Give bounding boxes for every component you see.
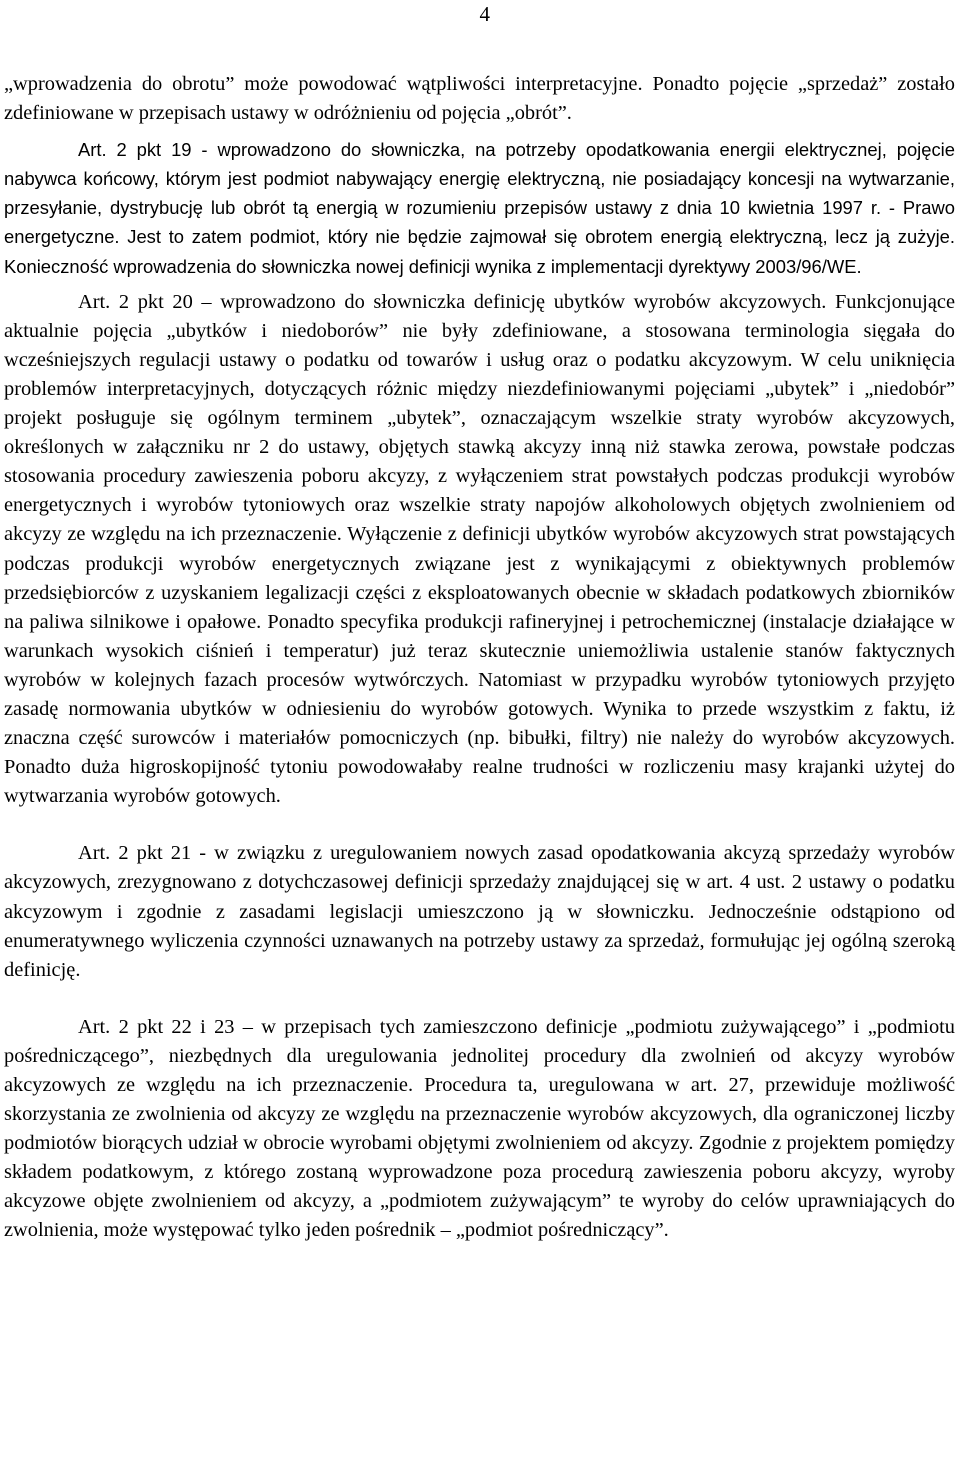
paragraph-art-2-pkt-19: Art. 2 pkt 19 - wprowadzono do słowniczka, na potrzeby opodatkowania energii elektrycznej, pojęcie nabywca końcowy, którym jest podmiot nabywający energię elektryczną, nie posiadający koncesji na wytwarzanie, przesyłanie, dystrybucję lub obrót tą energią w rozumieniu przepisów ustawy z dnia 10 kwietnia 1997 r. - Prawo energetyczne. Jest to zatem podmiot, który nie będzie zajmował się obrotem energią elektryczną, lecz ją zużyje. Konieczność wprowadzenia do słowniczka nowej definicji wynika z implementacji dyrektywy 2003/96/WE. bbox=[4, 139, 955, 277]
document-body bbox=[4, 70, 955, 1246]
paragraph-art-2-pkt-20: Art. 2 pkt 20 – wprowadzono do słowniczka definicję ubytków wyrobów akcyzowych. Funkcjonujące aktualnie pojęcia „ubytków i niedoborów” nie były zdefiniowane, a stosowana terminologia sięgała do wcześniejszych regulacji ustawy o podatku od towarów i usług oraz o podatku akcyzowym. W celu uniknięcia problemów interpretacyjnych, dotyczących różnic między niezdefiniowanymi pojęciami „ubytek” i „niedobór” projekt posługuje się ogólnym terminem „ubytek”, oznaczającym wszelkie straty wyrobów akcyzowych, określonych w załączniku nr 2 do ustawy, objętych stawką akcyzy inną niż stawka zerowa, powstałe podczas stosowania procedury zawieszenia poboru akcyzy, z wyłączeniem strat powstałych podczas produkcji wyrobów energetycznych i wyrobów tytoniowych oraz wszelkie straty napojów alkoholowych objętych zwolnieniem od akcyzy ze względu na ich przeznaczenie. Wyłączenie z definicji ubytków wyrobów akcyzowych strat powstających podczas produkcji wyrobów energetycznych związane jest z wynikającymi z obiektywnych problemów przedsiębiorców z uzyskaniem legalizacji części z eksploatowanych obecnie w składach podatkowych zbiorników na paliwa silnikowe i opałowe. Ponadto specyfika produkcji rafineryjnej i petrochemicznej (instalacje działające w warunkach wysokich ciśnień i temperatur) już teraz skutecznie uniemożliwia ustalenie stanów faktycznych wyrobów w kolejnych fazach procesów wytwórczych. Natomiast w przypadku wyrobów tytoniowych przyjęto zasadę normowania ubytków w odniesieniu do wyrobów gotowych. Wynika to przede wszystkim z faktu, iż znaczna część surowców i materiałów pomocniczych (np. bibułki, filtry) nie należy do wyrobów akcyzowych. Ponadto duża higroskopijność tytoniu powodowałaby realne trudności w rozliczeniu masy krajanki użytej do wytwarzania wyrobów gotowych. bbox=[4, 290, 955, 808]
page-number: 4 bbox=[479, 2, 490, 26]
paragraph-art-2-pkt-21: Art. 2 pkt 21 - w związku z uregulowaniem nowych zasad opodatkowania akcyzą sprzedaży wyrobów akcyzowych, zrezygnowano z dotychczasowej definicji sprzedaży znajdującej się w art. 4 ust. 2 ustawy o podatku akcyzowym i zgodnie z zasadami legislacji umieszczono ją w słowniczku. Jednocześnie odstąpiono od enumeratywnego wyliczenia czynności uznawanych na potrzeby ustawy za sprzedaż, formułując jej ogólną szeroką definicję. bbox=[4, 842, 955, 981]
paragraph-art-2-pkt-22-23: Art. 2 pkt 22 i 23 – w przepisach tych zamieszczono definicje „podmiotu zużywającego” i „podmiotu pośredniczącego”, niezbędnych dla uregulowania jednolitej procedury dla zwolnień od akcyzy wyrobów akcyzowych ze względu na ich przeznaczenie. Procedura ta, uregulowana w art. 27, przewiduje możliwość skorzystania ze zwolnienia od akcyzy ze względu na przeznaczenie wyrobów akcyzowych, dla ograniczonej liczby podmiotów biorących udział w obrocie wyrobami objętymi zwolnieniem od akcyzy. Zgodnie z projektem pomiędzy składem podatkowym, z którego zostaną wyprowadzone poza procedurą zawieszenia poboru akcyzy, wyroby akcyzowe objęte zwolnieniem od akcyzy, a „podmiotem zużywającym” te wyroby do celów uprawniających do zwolnienia, może występować tylko jeden pośrednik – „podmiot pośredniczący”. bbox=[4, 1015, 955, 1242]
paragraph-intro: „wprowadzenia do obrotu” może powodować wątpliwości interpretacyjne. Ponadto pojęcie „sprzedaż” zostało zdefiniowane w przepisach ustawy w odróżnieniu od pojęcia „obrót”. bbox=[4, 73, 955, 125]
